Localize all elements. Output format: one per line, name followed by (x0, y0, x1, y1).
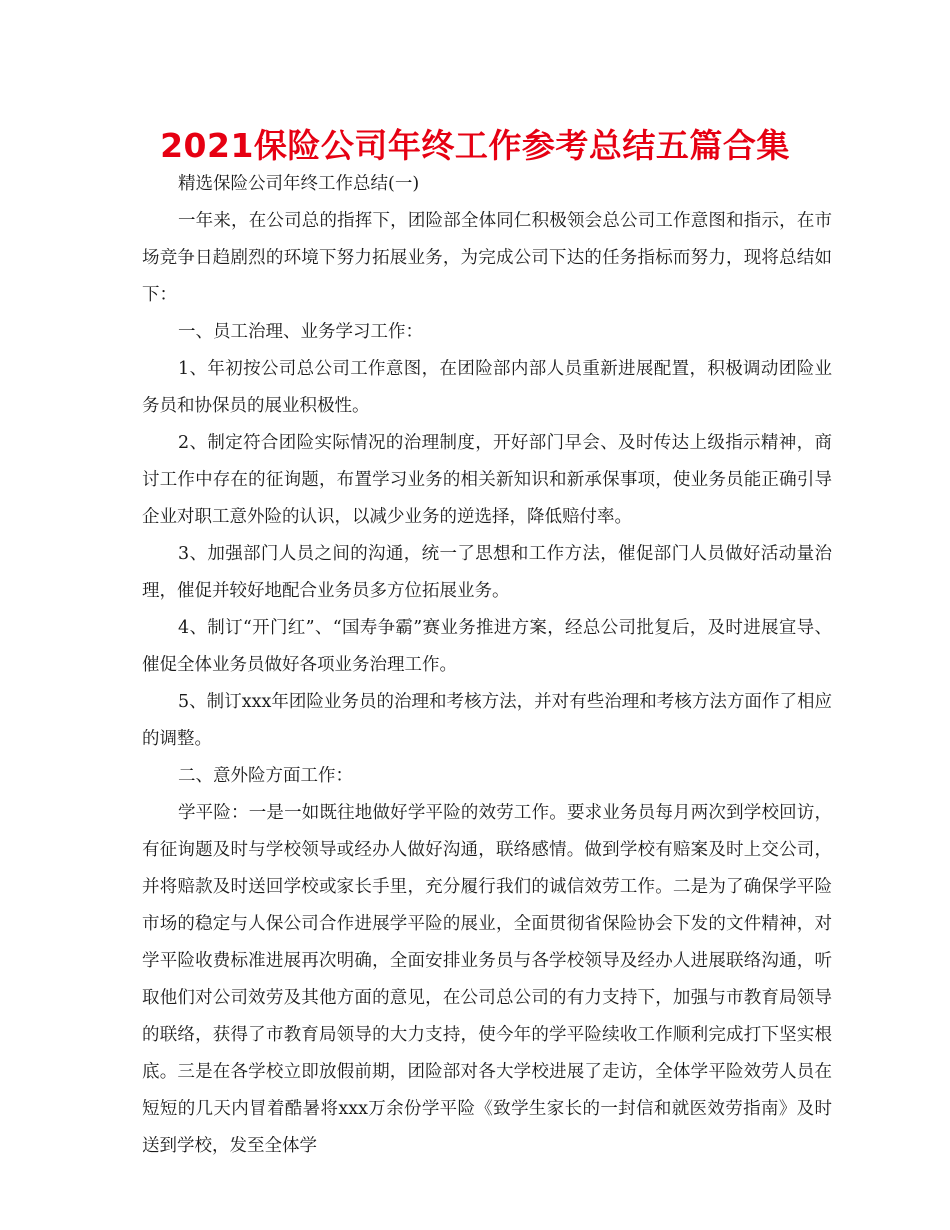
paragraph-item-1: 1、年初按公司总公司工作意图，在团险部内部人员重新进展配置，积极调动团险业务员和协保员的展业积极性。 (142, 359, 832, 416)
paragraph-student-insurance: 学平险：一是一如既往地做好学平险的效劳工作。要求业务员每月两次到学校回访，有征询题及时与学校领导或经办人做好沟通，联络感情。做到学校有赔案及时上交公司，并将赔款及时送回学校或家长手里，充分履行我们的诚信效劳工作。二是为了确保学平险市场的稳定与人保公司合作进展学平险的展业，全面贯彻省保险协会下发的文件精神，对学平险收费标准进展再次明确，全面安排业务员与各学校领导及经办人进展联络沟通，听取他们对公司效劳及其他方面的意见，在公司总公司的有力支持下，加强与市教育局领导的联络，获得了市教育局领导的大力支持，使今年的学平险续收工作顺利完成打下坚实根底。三是在各学校立即放假前期，团险部对各大学校进展了走访，全体学平险效劳人员在短短的几天内冒着酷暑将xxx万余份学平险《致学生家长的一封信和就医效劳指南》及时送到学校，发至全体学 (142, 803, 832, 1156)
paragraph-item-2: 2、制定符合团险实际情况的治理制度，开好部门早会、及时传达上级指示精神，商讨工作中存在的征询题，布置学习业务的相关新知识和新承保事项，使业务员能正确引导企业对职工意外险的认识，以减少业务的逆选择，降低赔付率。 (142, 433, 832, 527)
document-body (142, 166, 832, 1165)
section-heading-staff: 一、员工治理、业务学习工作： (178, 322, 423, 342)
paragraph-intro: 一年来，在公司总的指挥下，团险部全体同仁积极领会总公司工作意图和指示，在市场竞争日趋剧烈的环境下努力拓展业务，为完成公司下达的任务指标而努力，现将总结如下： (142, 211, 832, 305)
paragraph-item-5: 5、制订xxx年团险业务员的治理和考核方法，并对有些治理和考核方法方面作了相应的调整。 (142, 692, 832, 749)
section-heading-accident: 二、意外险方面工作： (178, 766, 353, 786)
paragraph-item-3: 3、加强部门人员之间的沟通，统一了思想和工作方法，催促部门人员做好活动量治理，催促并较好地配合业务员多方位拓展业务。 (142, 544, 832, 601)
paragraph-item-4: 4、制订“开门红”、“国寿争霸”赛业务推进方案，经总公司批复后，及时进展宣导、催促全体业务员做好各项业务治理工作。 (142, 618, 832, 675)
document-title: 2021保险公司年终工作参考总结五篇合集 (160, 126, 790, 165)
document-subtitle: 精选保险公司年终工作总结(一) (178, 174, 420, 194)
